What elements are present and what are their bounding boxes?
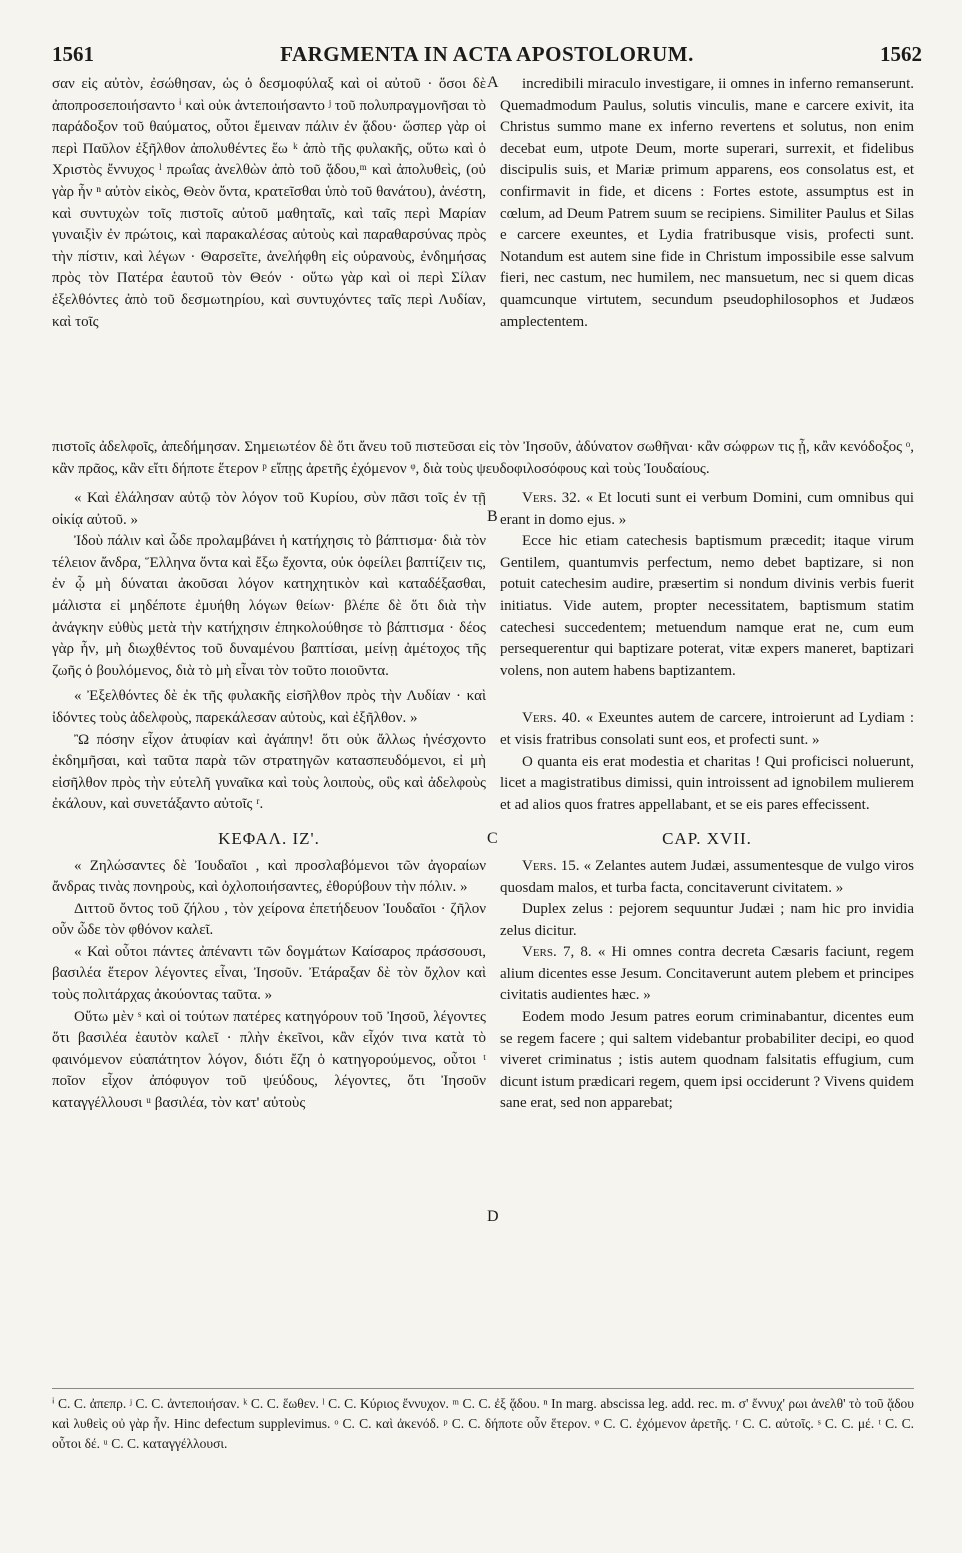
greek-commentary: Διττοῦ ὄντος τοῦ ζήλου , τὸν χείρονα ἐπετήδευον Ἰουδαῖοι · ζῆλον οὖν ὧδε τὸν φθόνον καλεῖ. <box>52 900 486 939</box>
latin-verse-quote: « Hi omnes contra decreta Cæsaris faciunt, regem alium dicentes esse Jesum. Concitaverunt autem plebem et principes civitatis audientes hæc. » <box>500 944 915 1004</box>
greek-verse-quote: « Ζηλώσαντες δὲ Ἰουδαῖοι , καὶ προσλαβόμενοι τῶν ἀγοραίων ἄνδρας τινὰς πονηροὺς, καὶ ὀχλοποιήσαντες, ἐθορύβουν τὴν πόλιν. » <box>52 857 486 896</box>
running-title: FARGMENTA IN ACTA APOSTOLORUM. <box>280 42 694 66</box>
running-header <box>52 42 922 72</box>
greek-column-top <box>52 74 486 333</box>
greek-column-lower <box>52 488 486 1115</box>
latin-paragraph: incredibili miraculo investigare, ii omnes in inferno remanserunt. Quemadmodum Paulus, solutis vinculis, mane e carcere exivit, ita Christus summo mane ex inferno revertens et solutus, non enim decebat eum, utpote Deum, morte superari, surrexit, et fidelibus discipulis suis, et Mariæ primum apparens, eos consolatus est, et confirmavit in fide, et dicens : Fortes estote, assumptus est in cœlum, ad Deum Patrem suum se recipiens. Similiter Paulus et Silas e carcere exeuntes, et Lydia fratribusque visis, profecti sunt. Notandum est autem sine fide in Christum impossibile esse salvum fieri, nec castum, nec humilem, nec mansuetum, nec si quem dicas quamcunque virtutem, secundum pseudophilosophos et Judæos amplectentem. <box>500 76 914 330</box>
right-page-number: 1562 <box>880 42 922 66</box>
latin-chapter-heading: CAP. XVII. <box>662 829 752 849</box>
footnotes <box>52 1394 914 1454</box>
greek-verse-quote: « Ἐξελθόντες δὲ ἐκ τῆς φυλακῆς εἰσῆλθον πρὸς τὴν Λυδίαν · καὶ ἰδόντες τοὺς ἀδελφοὺς, παρεκάλεσαν αὐτοὺς, καὶ ἐξῆλθον. » <box>52 688 486 726</box>
left-page-number: 1561 <box>52 42 94 66</box>
margin-letter-b: B <box>487 508 498 525</box>
greek-verse-quote: « Καὶ ἐλάλησαν αὐτῷ τὸν λόγον τοῦ Κυρίου, σὺν πᾶσι τοῖς ἐν τῇ οἰκίᾳ αὐτοῦ. » <box>52 490 486 528</box>
greek-chapter-heading: ΚΕΦΑΛ. ΙΖ'. <box>218 828 320 848</box>
latin-commentary: Duplex zelus : pejorem sequuntur Judæi ; nam hic pro invidia zelus dicitur. <box>500 901 914 939</box>
greek-commentary: Ὢ πόσην εἶχον ἀτυφίαν καὶ ἀγάπην! ὅτι οὐκ ἄλλως ἠνέσχοντο ἐκδημῆσαι, καὶ ταῦτα παρὰ τῶν στρατηγῶν κατασπευδόμενοι, εἰ μὴ εἰσῆλθον πρὸς τὴν εὐτελῆ γυναῖκα καὶ τοὺς λοιποὺς, οὓς καὶ ἀδελφοὺς ἐκάλουν, καὶ συνετάξαντο αὐτοῖς ʳ. <box>52 731 486 813</box>
latin-commentary: O quanta eis erat modestia et charitas ! Qui proficisci noluerunt, licet a magistratibus dimissi, quin introissent ad ignobilem mulierem et ad alios quos fratres appellabant, et se eis pares effecissent. <box>500 753 914 813</box>
latin-column-lower <box>500 488 914 1115</box>
latin-verse-quote: « Zelantes autem Judæi, assumentesque de vulgo viros quosdam malos, et turba facta, concitaverunt civitatem. » <box>500 857 914 896</box>
margin-letter-c: C <box>487 830 498 847</box>
verse-reference: Vers. 40. <box>522 710 581 727</box>
latin-commentary: Ecce hic etiam catechesis baptismum præcedit; itaque virum Gentilem, quantumvis perfectum, nemo debet baptizare, si non potuit catechesim audire, præsertim si nondum divinis verbis fuerit initiatus. Vide autem, propter necessitatem, baptismum statim catechesi succedentem; metuendum namque erat ne, cum eum persequerentur qui baptizare poterat, vitæ expers maneret, baptizari volens, non autem habens baptizantem. <box>500 533 914 679</box>
greek-commentary: Ἰδοὺ πάλιν καὶ ὧδε προλαμβάνει ἡ κατήχησις τὸ βάπτισμα· διὰ τὸν τέλειον ἄνδρα, Ἕλληνα ὄντα καὶ ἔξω ἔχοντα, οὐκ ὀφείλει βαπτίζειν τις, ἐν ᾧ μὴ δύναται ἀκοῦσαι λόγον κατηχητικὸν καὶ καταδέξασθαι, μάλιστα εἰ μηδέποτε ἐμυήθη λόγων θείων· βλέπε δὲ ὅτι διὰ τὴν ἀνάγκην εὐθὺς μετὰ τὴν κατήχησιν ἐπηκολούθησε τὸ βάπτισμα · δέος γὰρ ἦν, μὴ διωχθέντος τοῦ δυναμένου βαπτίσαι, μείνῃ ἀμέτοχος τῆς ζωῆς ὁ βουλόμενος, διὰ τὸ μὴ εἶναι τὸν τοῦτο ποιοῦντα. <box>52 533 486 679</box>
greek-verse-quote: « Καὶ οὗτοι πάντες ἀπέναντι τῶν δογμάτων Καίσαρος πράσσουσι, βασιλέα ἕτερον λέγοντες εἶναι, Ἰησοῦν. Ἐτάραξαν δὲ τὸν ὄχλον καὶ τοὺς πολιτάρχας ἀκούοντας ταῦτα. » <box>52 943 486 1004</box>
greek-commentary: Οὕτω μὲν ˢ καὶ οἱ τούτων πατέρες κατηγόρουν τοῦ Ἰησοῦ, λέγοντες ὅτι βασιλέα ἑαυτὸν καλεῖ · πλὴν ἐκεῖνοι, κἂν εἶχόν τινα κατὰ τὸ φαινόμενον εὐαπάτητον λόγον, διότι ἔζη ὁ κατηγορούμενος, οὗτοι ᵗ ποῖον εἶχον ἀπόφυγον τοῦ ψεύδους, λέγοντες, ὅτι Ἰησοῦν καταγγέλλουσι ᵘ βασιλέα, τὸν κατ' αὐτοὺς <box>52 1008 486 1112</box>
margin-letter-d: D <box>487 1208 499 1225</box>
verse-reference: Vers. 7, 8. <box>522 944 592 961</box>
greek-spanning-paragraph <box>52 422 914 495</box>
margin-letter-a: A <box>487 74 499 91</box>
latin-verse-quote: « Exeuntes autem de carcere, introierunt ad Lydiam : et visis fratribus consolati sunt eos, et profecti sunt. » <box>500 710 914 748</box>
latin-commentary: Eodem modo Jesum patres eorum criminabantur, dicentes eum se regem facere ; qui saltem videbantur probabiliter decipi, eo quod viveret criminatus ; istis autem quodnam falsitatis effugium, cum dicunt istum prædicari regem, quem ipsi occiderunt ? Vivens quidem sane erat, sed non apparebat; <box>500 1009 914 1112</box>
verse-reference: Vers. 32. <box>522 490 581 506</box>
latin-column-top <box>500 74 914 333</box>
greek-span-text: πιστοῖς ἀδελφοῖς, ἀπεδήμησαν. Σημειωτέον δὲ ὅτι ἄνευ τοῦ πιστεῦσαι εἰς τὸν Ἰησοῦν, ἀδύνατον σωθῆναι· κἂν σώφρων τις ᾖ, κἂν κενόδοξος ᵒ, κἂν πρᾶος, κἂν εἴτι δήποτε ἕτερον ᵖ εἴπῃς ἀρετῆς ἐχόμενον ᵠ, διὰ τοὺς ψευδοφιλοσόφους καὶ τοὺς Ἰουδαίους. <box>52 439 914 477</box>
verse-reference: Vers. 15. <box>522 857 580 874</box>
latin-verse-quote: « Et locuti sunt ei verbum Domini, cum omnibus qui erant in domo ejus. » <box>500 490 915 528</box>
footnote-divider <box>52 1388 914 1389</box>
greek-paragraph: σαν εἰς αὐτὸν, ἐσώθησαν, ὡς ὁ δεσμοφύλαξ καὶ οἱ αὐτοῦ · ὅσοι δὲ ἀποπροσεποιήσαντο ⁱ καὶ οὐκ ἀντεποιήσαντο ʲ τοῦ πολυπραγμονῆσαι τὸ παράδοξον τοῦ θαύματος, οὗτοι ἔμειναν πάλιν ἐν ᾅδου· ὥσπερ γὰρ οἱ περὶ Παῦλον ἐξῆλθον ἀπολυθέντες ἕω ᵏ ἀπὸ τῆς φυλακῆς, οὕτω καὶ ὁ Χριστὸς ἔννυχος ˡ πρωΐας ἀνελθὼν ἀπὸ τοῦ ᾅδου,ᵐ καὶ ἀπολυθεὶς, (οὐ γὰρ ἦν ⁿ αὐτὸν εἰκὸς, Θεὸν ὄντα, κρατεῖσθαι ὑπὸ τοῦ θανάτου), ἀνέστη, καὶ συντυχὼν τοῖς πιστοῖς αὐτοῦ μαθηταῖς, καὶ ταῖς περὶ Μαρίαν γυναιξὶν ἐν πρώτοις, καὶ παρακαλέσας αὐτοὺς καὶ παραθαρσύνας πρὸς τὴν πίστιν, καὶ λέγων · Θαρσεῖτε, ἀνελήφθη εἰς οὐρανοὺς, ἐνδημήσας πρὸς τὸν Πατέρα ἑαυτοῦ τὸν Θεόν · οὕτω γὰρ καὶ οἱ περὶ Σίλαν ἐξελθόντες ἀπὸ τοῦ δεσμωτηρίου, καὶ συντυχόντες ταῖς περὶ Λυδίαν, καὶ τοῖς <box>52 76 486 330</box>
footnote-text: ⁱ C. C. ἀπεπρ. ʲ C. C. ἀντεποιήσαν. ᵏ C. C. ἕωθεν. ˡ C. C. Κύριος ἔννυχον. ᵐ C. C. ἐξ ᾅδου. ⁿ In marg. abscissa leg. add. rec. m. σ' ἔννυχ' ρωι ἀνελθ' τὸ τοῦ ᾅδου καὶ λυθεὶς οὐ γὰρ ἦν. Hinc defectum supplevimus. ᵒ C. C. καὶ ἀκενόδ. ᵖ C. C. δήποτε οὖν ἕτερον. ᵠ C. C. ἐχόμενον ἀρετῆς. ʳ C. C. αὐτοῖς. ˢ C. C. μέ. ᵗ C. C. οὗτοι δέ. ᵘ C. C. καταγγέλλουσι. <box>52 1396 914 1451</box>
